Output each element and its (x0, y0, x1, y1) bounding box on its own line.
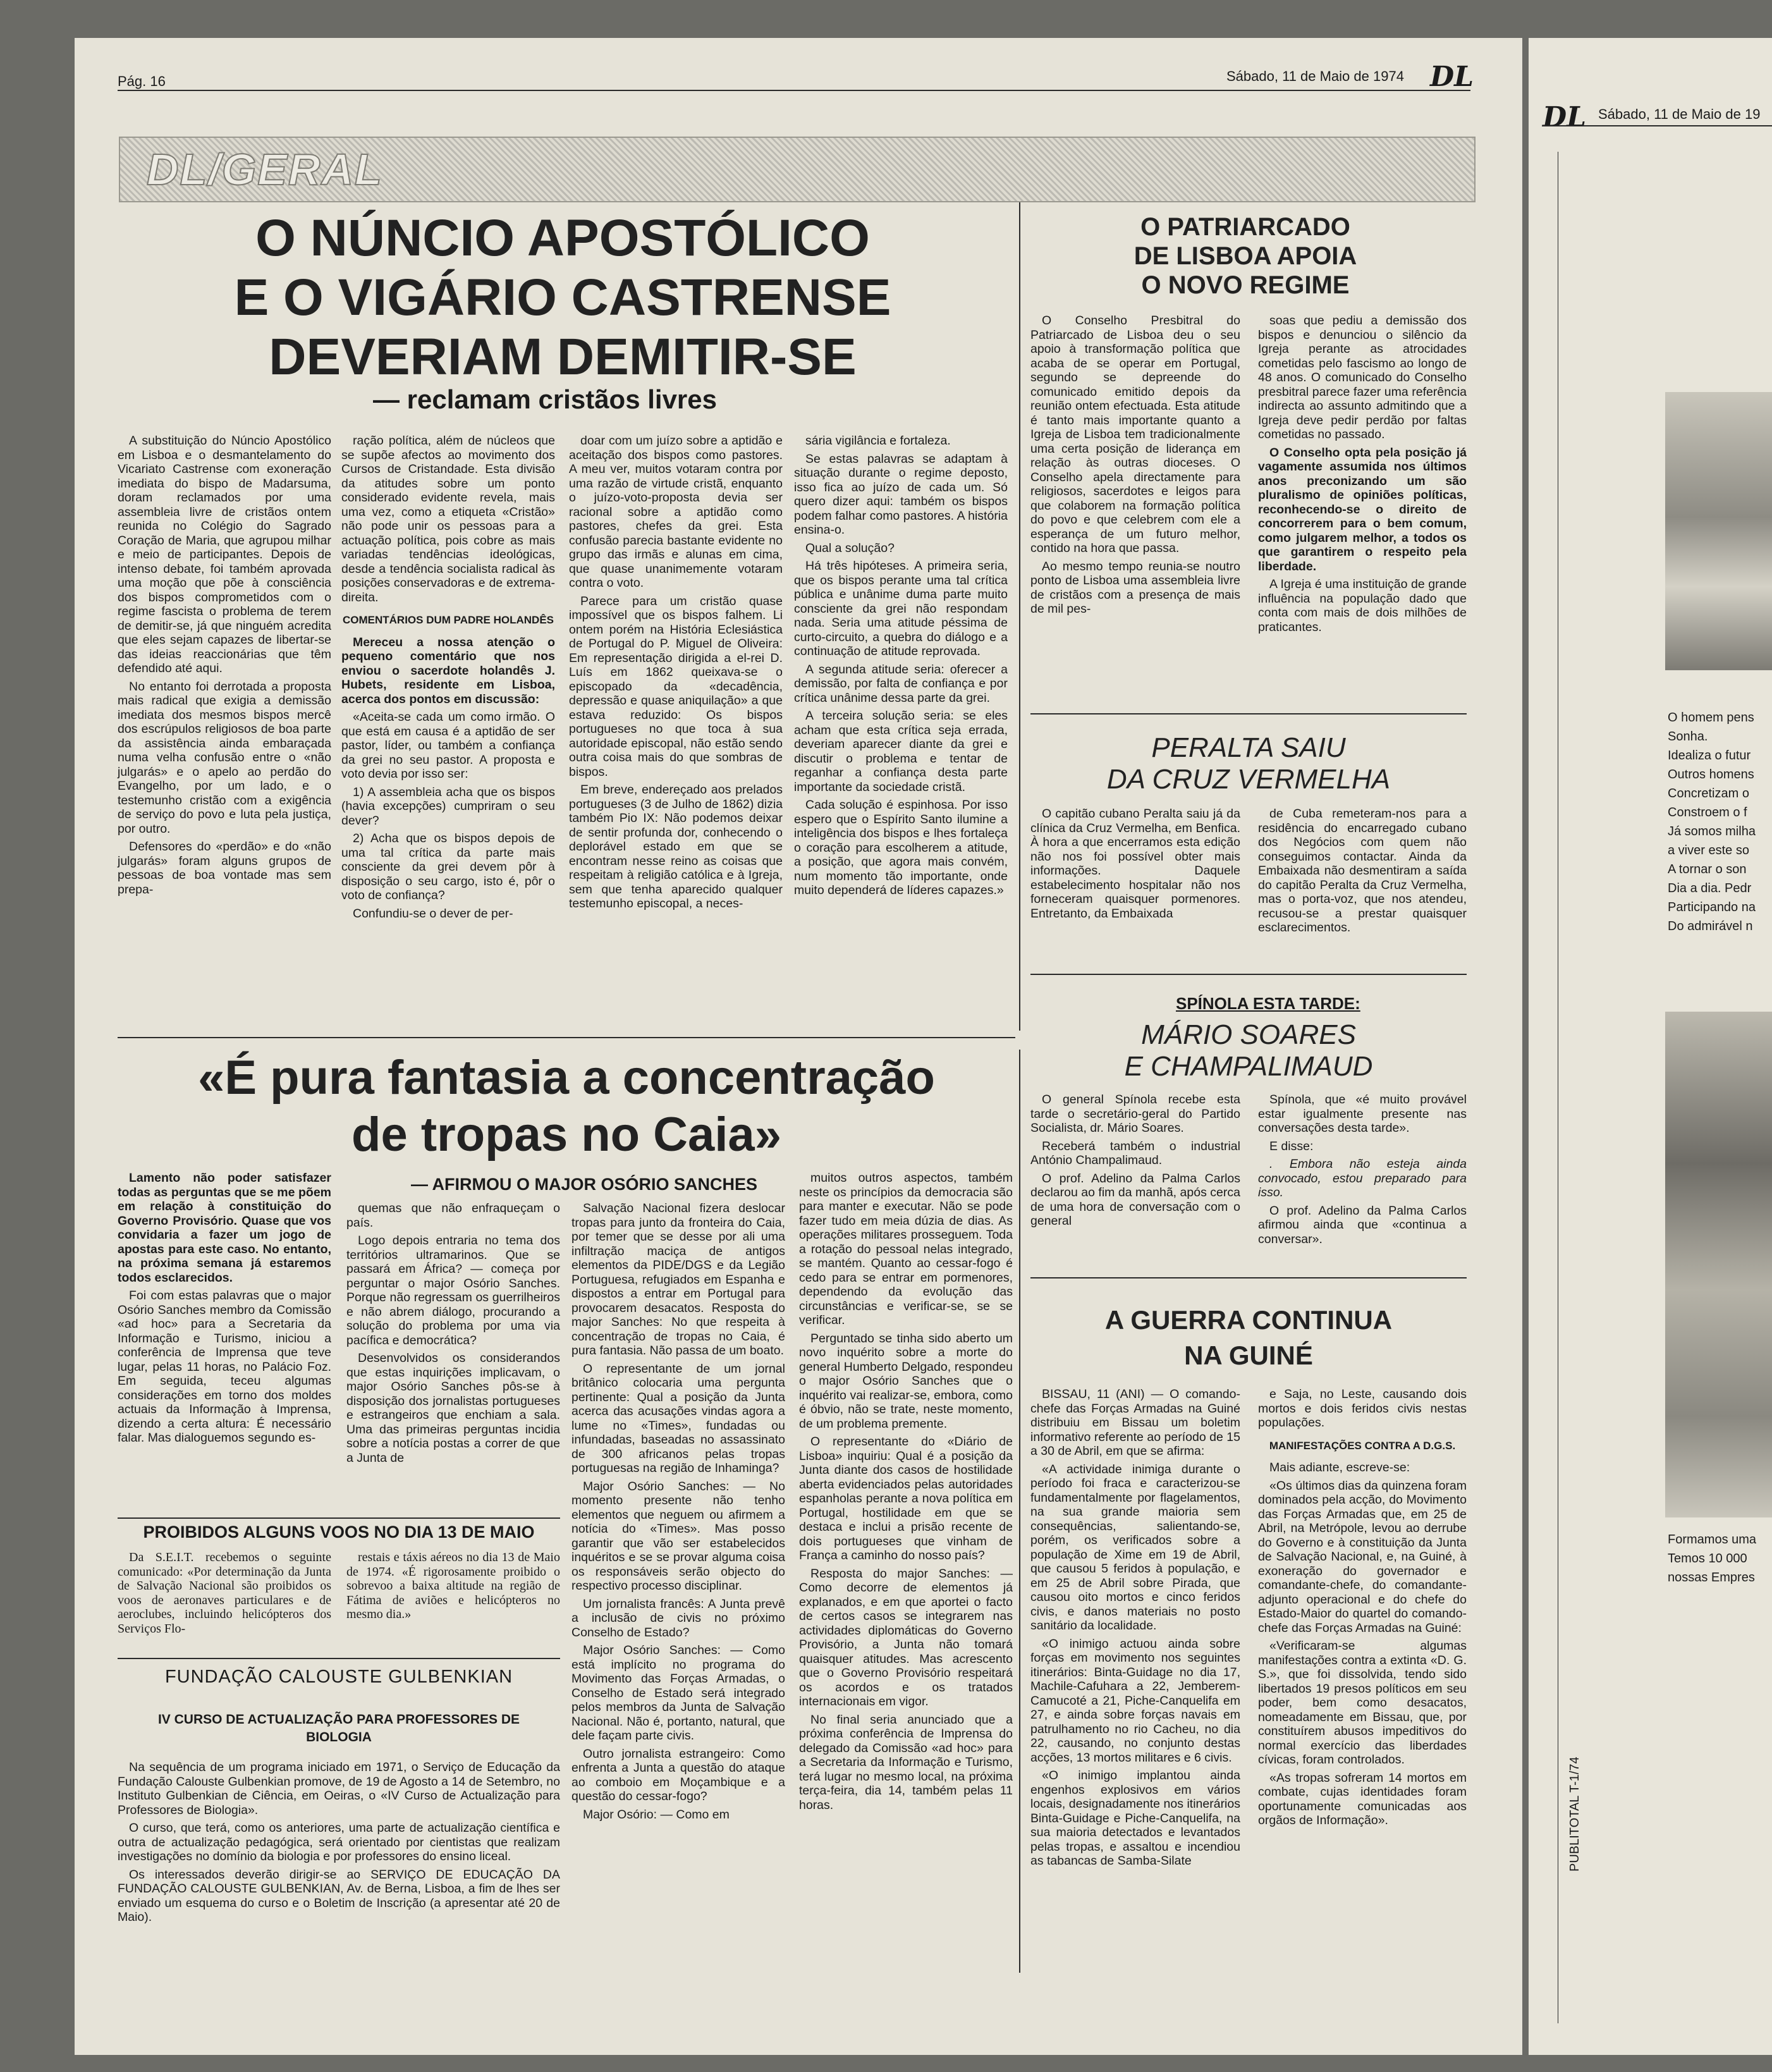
paragraph: O representante do «Diário de Lisboa» inquiriu: Qual é a posição da Junta diante dos casos de hostilidade aberta evidenciados pelas autoridades espanholas perante a nova política em Portugal, hostilidade em que se destaca e inclui a prisão recente de dois portugueses que vinham de França a caminho do nosso país? (799, 1435, 1013, 1562)
ad-line: Do admirável n (1668, 919, 1753, 933)
guine-headline (1030, 1303, 1467, 1373)
paragraph: O prof. Adelino da Palma Carlos declarou ao fim da manhã, após cerca de uma hora de conversação com o general (1030, 1171, 1240, 1228)
paragraph: Receberá também o industrial António Champalimaud. (1030, 1139, 1240, 1167)
paragraph: doar com um juízo sobre a aptidão e aceitação dos bispos como pastores. A meu ver, muitos votaram contra por uma razão de virtude cristã, enquanto o juízo-voto-proposta devia ser racional sobre a aptidão como pastores, chefes da grei. Esta confusão parecia bastante evidente no grupo das irmãs e alunas em cima, que quase unanimemente votaram contra o voto. (569, 434, 783, 590)
paragraph: Major Osório Sanches: — Como está implícito no programa do Movimento das Forças Armadas, o Conselho de Estado será integrado pelos membros da Junta de Salvação Nacional. Não é, portanto, natural, que dele façam parte civis. (571, 1643, 785, 1743)
header-date: Sábado, 11 de Maio de 1974 (1226, 68, 1404, 84)
guine-col-1 (1030, 1387, 1240, 1872)
paragraph: Major Osório Sanches: — No momento presente não tenho elementos que neguem ou afirmem a notícia do «Times». Mas posso garantir que vão ser estabelecidos inquéritos e se se provar alguma coisa os responsáveis serão objecto do respectivo processo disciplinar. (571, 1479, 785, 1593)
section-rule (1030, 1277, 1467, 1278)
nuncio-headline (120, 209, 1005, 387)
paragraph: Foi com estas palavras que o major Osório Sanches membro da Comissão «ad hoc» para a Secretaria da Informação e Turismo, iniciou a conferência de Imprensa que teve lugar, pelas 11 horas, no Palácio Foz. Em seguida, teceu algumas considerações em torno dos moldes actuais da Informação à Imprensa, dizendo a certa altura: É necessário falar. Mas dialoguemos segundo es- (118, 1289, 331, 1445)
headline-line: O NÚNCIO APOSTÓLICO (255, 209, 870, 267)
voos-col-1 (118, 1550, 331, 1640)
paragraph: Logo depois entraria no tema dos territórios ultramarinos. Que se passará em África? — começa por perguntar o major Osório Sanches. Porque não regressam os guerrilheiros e não abrem diálogo, procurando a solução do problema por uma via pacífica e democrática? (346, 1234, 560, 1347)
section-rule (1030, 974, 1467, 975)
paragraph: muitos outros aspectos, também neste os princípios da democracia são para manter e executar. Não se pode fazer tudo em meia dúzia de dias. As operações militares prosseguem. Toda a rotação do pessoal nelas integrado, se mantém. Quanto ao cessar-fogo é cedo para se entrar em pormenores, dependendo da evolução das circunstâncias e verificar-se, se se verificar. (799, 1171, 1013, 1327)
ad-line: Dia a dia. Pedr (1668, 881, 1752, 895)
headline-line: O PATRIARCADO (1140, 213, 1350, 241)
paragraph: A terceira solução seria: se eles acham que esta crítica seja errada, deveriam aparecer diante da grei e discutir o problema e tentar de reganhar a confiança desta parte importante da sociedade cristã. (794, 709, 1008, 794)
headline-line: E O VIGÁRIO CASTRENSE (234, 269, 891, 326)
paragraph: E disse: (1269, 1139, 1314, 1153)
ad-line: A tornar o son (1668, 862, 1747, 876)
ad-line: Temos 10 000 (1668, 1552, 1747, 1566)
gulbenkian-subtitle: IV CURSO DE ACTUALIZAÇÃO PARA PROFESSORES DE BIOLOGIA (157, 1712, 520, 1744)
paragraph: 1) A assembleia acha que os bispos (havia excepções) cumpriram o seu dever? (341, 785, 555, 828)
nuncio-col-2 (341, 434, 555, 924)
paragraph: Salvação Nacional fizera deslocar tropas para junto da fronteira do Caia, por temer que se desse por ali uma infiltração maciça de antigos elementos da PIDE/DGS e da Legião Portuguesa, refugiados em Espanha e dispostos a entrar em Portugal para provocarem desacatos. Resposta do major Sanches: No que respeita à concentração de tropas no Caia, é pura fantasia. Não passa de um boato. (571, 1201, 785, 1358)
advertisement-text (1668, 708, 1772, 936)
paragraph: O Conselho opta pela posição já vagamente assumida nos últimos anos preconizando um são pluralismo de opiniões políticas, reconhecendo-se o direito de concorrerem para o bem comum, como julgarem melhor, a todos os que garantirem o respeito pela liberdade. (1258, 445, 1467, 573)
paragraph: «Verificaram-se algumas manifestações contra a extinta «D. G. S.», que foi dissolvida, tendo sido libertados 19 presos políticos em seu poder, bem como desacatos, nomeadamente em Bissau, que, por constituírem abusos impeditivos do normal exercício das liberdades cívicas, foram controlados. (1258, 1639, 1467, 1767)
paragraph: Um jornalista francês: A Junta prevê a inclusão de civis no próximo Conselho de Estado? (571, 1597, 785, 1640)
section-rule (1030, 713, 1467, 714)
section-rule (118, 1037, 1015, 1038)
paragraph: de Cuba remeteram-nos para a residência do encarregado cubano dos Negócios com quem não conseguimos contactar. Ainda da Embaixada não desmentiram a saída do capitão Peralta da Cruz Vermelha, mas o porta-voz, que nos atendeu, recusou-se a prestar quaisquer esclarecimentos. (1258, 807, 1467, 935)
section-rule (118, 1658, 560, 1659)
ad-line: Concretizam o (1668, 787, 1749, 800)
paragraph: quemas que não enfraqueçam o país. (346, 1201, 560, 1230)
patriarcado-col-2 (1258, 314, 1467, 638)
gulbenkian-headline: FUNDAÇÃO CALOUSTE GULBENKIAN (164, 1667, 513, 1687)
headline-line: PERALTA SAIU (1151, 732, 1346, 763)
dl-logo: DL (1430, 61, 1474, 93)
paragraph: A segunda atitude seria: oferecer a demissão, por falta de confiança e por crítica unânime dessa parte da grei. (794, 662, 1008, 705)
paragraph: Defensores do «perdão» e do «não julgarás» foram alguns grupos de pessoas de boa vontade mas sem prepa- (118, 840, 331, 897)
right-header-rule (1543, 125, 1772, 126)
paragraph: e Saja, no Leste, causando dois mortos e dois feridos civis nestas populações. (1258, 1387, 1467, 1430)
paragraph: O Conselho Presbitral do Patriarcado de Lisboa deu o seu apoio à transformação política que acaba de se operar em Portugal, segundo se depreende do comunicado emitido depois da reunião ontem efectuada. Esta atitude é tanto mais importante quanto a Igreja de Lisboa tem tradicionalmente uma certa posição de liderança em relação às outras dioceses. O Conselho apela directamente para religiosos, sacerdotes e leigos para que colaborem na formação política do povo e que celebrem com ele a esperança de um futuro melhor, contido na hora que passa. (1030, 314, 1240, 555)
paragraph: A substituição do Núncio Apostólico em Lisboa e o desmantelamento do Vicariato Castrense com exoneração imediata do bispo de Madarsuma, doram reclamados por uma assembleia livre de cristãos ontem reunida no Colégio do Sagrado Coração de Maria, que agrupou milhar e meio de participantes. Depois de intenso debate, foi também aprovada uma moção que põe à consciência dos bispos comprometidos com o regime fascista o problema de terem de demitir-se, já que ninguém acredita que eles sejam capazes de libertar-se das ideias reaccionárias que têm defendido até aqui. (118, 434, 331, 675)
ad-line: Idealiza o futur (1668, 749, 1751, 763)
paragraph: «Aceita-se cada um como irmão. O que está em causa é a aptidão de ser pastor, líder, ou também a confiança da grei no seu pastor. A proposta e voto devia por isso ser: (341, 710, 555, 781)
peralta-headline (1030, 732, 1467, 795)
caia-col-4 (799, 1171, 1013, 1816)
paragraph: sária vigilância e fortaleza. (805, 434, 951, 448)
caia-col-3 (571, 1201, 785, 1825)
ad-line: Formamos uma (1668, 1533, 1757, 1547)
headline-line: O NOVO REGIME (1141, 271, 1350, 299)
nuncio-subtitle: — reclamam cristãos livres (373, 384, 717, 414)
paragraph-bold: Lamento não poder satisfazer todas as perguntas que se me põem em relação à constituição do Governo Provisório. Quase que vos convidaria a fazer um jogo de apostas para este caso. No entanto, na próxima semana já estaremos todos esclarecidos. (118, 1171, 331, 1285)
ad-line: O homem pens (1668, 711, 1754, 725)
paragraph: 2) Acha que os bispos depois de uma tal crítica da parte mais consciente da grei devem pôr à disposição o seu cargo, isto é, pôr o voto de confiança? (341, 831, 555, 902)
headline-line: NA GUINÉ (1184, 1340, 1313, 1370)
paragraph: «Os últimos dias da quinzena foram dominados pela acção, do Movimento das Forças Armadas que, em 25 de Abril, na Metrópole, levou ao derrube do Governo e à constituição da Junta de Salvação Nacional, e, na Guiné, à exoneração do governador e comandante-chefe, do comandante-adjunto operacional e do chefe do Estado-Maior do quartel do comando-chefe das Forças Armadas na Guiné: (1258, 1478, 1467, 1635)
subheading: COMENTÁRIOS DUM PADRE HOLANDÊS (342, 614, 554, 626)
advertisement-photo-machinery (1665, 1012, 1772, 1517)
paragraph: «A actividade inimiga durante o período foi fraca e caracterizou-se fundamentalmente por flagelamentos, na sua grande maioria sem consequências, salientando-se, porém, os verificados sobre a população de Xime em 19 de Abril, que causou 5 feridos à população, e em 25 de Abril sobre Pirada, que causou oito mortos e cinco feridos civis, e danos materiais no posto sanitário da localidade. (1030, 1462, 1240, 1633)
column-rule (1019, 202, 1020, 1031)
spinola-col-1 (1030, 1093, 1240, 1232)
headline-line: MÁRIO SOARES (1141, 1019, 1356, 1050)
paragraph: O curso, que terá, como os anteriores, uma parte de actualização científica e outra de actualização pedagógica, será orientado por cientistas que realizam investigações no domínio da biologia e por professores do ensino liceal. (118, 1821, 560, 1863)
headline-line: E CHAMPALIMAUD (1124, 1051, 1373, 1082)
caia-headline (118, 1050, 1015, 1163)
paragraph: «As tropas sofreram 14 mortos em combate, cujas identidades foram oportunamente comunicadas aos orgãos de Informação». (1258, 1770, 1467, 1827)
nuncio-col-4 (794, 434, 1008, 902)
paragraph: Em breve, endereçado aos prelados portugueses (3 de Julho de 1862) dizia também Pio IX: Não podemos deixar de sentir profunda dor, conhecendo o deplorável estado em que se encontram nesse reino as coisas que respeitam à religião católica e à Igreja, sem que tenha aparecido qualquer testemunho episcopal, a neces- (569, 783, 783, 910)
caia-col-1 (118, 1171, 331, 1449)
headline-line: DEVERIAM DEMITIR-SE (269, 328, 857, 386)
section-band (119, 137, 1476, 202)
headline-line: de tropas no Caia» (351, 1108, 781, 1162)
paragraph: Parece para um cristão quase impossível que os bispos falhem. Li ontem porém na História Eclesiástica de Portugal do P. Miguel de Oliveira: Em representação dirigida a el-rei D. Luís em 1862 queixava-se o episcopado da «decadência, depressão e quase aniquilação» a que estava reduzido: Os bispos portugueses no que toca à sua autoridade episcopal, não estão sendo outra coisa mais do que sombras de bispos. (569, 594, 783, 779)
paragraph: Os interessados deverão dirigir-se ao SERVIÇO DE EDUCAÇÃO DA FUNDAÇÃO CALOUSTE GULBENKIAN, Av. de Berna, Lisboa, a fim de lhes ser enviado um esquema do curso e o Boletim de Inscrição (a apresentar até 20 de Maio). (118, 1867, 560, 1924)
ad-line: a viver este so (1668, 843, 1749, 857)
paragraph: soas que pediu a demissão dos bispos e denunciou o silêncio da Igreja perante as atrocidades cometidas pelo fascismo ao longo de 48 anos. O comunicado do Conselho presbitral parece fazer uma referência indirecta ao assunto admitindo que a Igreja deve pedir perdão por faltas cometidas no passado. (1258, 314, 1467, 441)
spinola-col-2 (1258, 1093, 1467, 1250)
paragraph: No entanto foi derrotada a proposta mais radical que exigia a demissão imediata dos mesmos bispos mercê dos escrúpulos religiosos de boa parte da assistência ainda embaraçada numa velha confusão entre o «não julgarás» e o apelo ao perdão do Evangelho, por um lado, e o testemunho cristão com a exigência de serviço do povo e luta pela justiça, por outro. (118, 679, 331, 836)
caia-byline: — AFIRMOU O MAJOR OSÓRIO SANCHES (411, 1175, 758, 1194)
spinola-headline (1030, 1019, 1467, 1082)
ad-line: Já somos milha (1668, 825, 1756, 838)
paragraph: Cada solução é espinhosa. Por isso espero que o Espírito Santo ilumine a inteligência dos bispos e lhes fortaleça o coração para escolherem a atitude, a posição, que agora mais convém, num momento tão importante, onde muito dependerá de líderes capazes.» (794, 798, 1008, 897)
paragraph: Resposta do major Sanches: — Como decorre de elementos já explanados, e em que aportei o facto de certos casos se integrarem nas actividades diplomáticas do Governo Provisório, a Junta não tomará quaisquer atitudes. Mas acrescento que o Governo Provisório respeitará os acordos e os tratados internacionais em vigor. (799, 1566, 1013, 1708)
headline-line: A GUERRA CONTINUA (1104, 1305, 1393, 1335)
section-rule (118, 1517, 560, 1519)
guine-col-2 (1258, 1387, 1467, 1832)
patriarcado-headline (1030, 212, 1460, 300)
paragraph: No final seria anunciado que a próxima conferência de Imprensa do delegado da Comissão «ad hoc» para a Secretaria da Informação e Turismo, terá lugar no mesmo local, na próxima terça-feira, dia 14, também pelas 11 horas. (799, 1712, 1013, 1812)
paragraph: ração política, além de núcleos que se supõe afectos ao movimento dos Cursos de Cristandade. Esta divisão da atitudes sobre um ponto considerado evidente revela, mais uma vez, como a etiqueta «Cristão» não pode unir os pessoas para a actuação política, pois cobre as mais variadas tendências ideológicas, desde a tendência socialista radical às posições conservadoras e de extrema-direita. (341, 434, 555, 604)
paragraph: Perguntado se tinha sido aberto um novo inquérito sobre a morte do general Humberto Delgado, respondeu o major Osório Sanches que o inquérito vai realizar-se, embora, como é óbvio, não se trate, neste momento, de um problema premente. (799, 1331, 1013, 1431)
voos-headline: PROIBIDOS ALGUNS VOOS NO DIA 13 DE MAIO (143, 1523, 535, 1542)
ad-line: Outros homens (1668, 768, 1754, 782)
paragraph: Qual a solução? (805, 541, 895, 555)
ad-line: nossas Empres (1668, 1571, 1755, 1585)
paragraph: Confundiu-se o dever de per- (353, 906, 513, 921)
paragraph-bold: Mereceu a nossa atenção o pequeno comentário que nos enviou o sacerdote holandês J. Hubets, residente em Lisboa, acerca dos pontos em discussão: (341, 635, 555, 706)
peralta-col-2 (1258, 807, 1467, 939)
subheading: MANIFESTAÇÕES CONTRA A D.G.S. (1269, 1439, 1456, 1452)
paragraph: Se estas palavras se adaptam à situação durante o regime deposto, isso fica ao juízo de cada um. Só quero dizer aqui: também os bispos podem falhar como pastores. A história ensina-o. (794, 451, 1008, 537)
paragraph: O prof. Adelino da Palma Carlos afirmou ainda que «continua a conversar». (1258, 1203, 1467, 1246)
peralta-col-1 (1030, 807, 1240, 924)
paragraph: Há três hipóteses. A primeira seria, que os bispos perante uma tal crítica pública e unânime duma parte muito consciente da grei não respondam nada. Seria uma atitude péssima de curto-circuito, a quebra do diálogo e a continuação de atitude reprovada. (794, 559, 1008, 658)
nuncio-col-1 (118, 434, 331, 900)
spinola-kicker: SPÍNOLA ESTA TARDE: (1176, 994, 1360, 1013)
ad-line: Participando na (1668, 900, 1756, 914)
paragraph: Desenvolvidos os considerandos que estas inquirições implicavam, o major Osório Sanches pôs-se à disposição dos jornalistas portugueses e estrangeiros que enchiam a sala. Uma das primeiras perguntas incidia sobre a notícia postas a correr de que a Junta de (346, 1351, 560, 1465)
caia-col-2 (346, 1201, 560, 1469)
paragraph-italic: . Embora não esteja ainda convocado, estou preparado para isso. (1258, 1157, 1467, 1199)
paragraph: Major Osório: — Como em (583, 1807, 730, 1822)
column-rule (1019, 1050, 1020, 1973)
paragraph: A Igreja é uma instituição de grande influência na população dado que conta com mais de dois milhões de praticantes. (1258, 577, 1467, 634)
paragraph: «O inimigo implantou ainda engenhos explosivos em vários locais, designadamente nos itinerários Binta-Guidage e Piche-Canquelifa, na sua maioria detectados e levantados pelas tropas, e assaltou e incendiou as tabancas de Samba-Silate (1030, 1769, 1240, 1868)
headline-line: DE LISBOA APOIA (1133, 242, 1357, 270)
publitotal-credit: PUBLITOTAL T-1/74 (1568, 1756, 1582, 1872)
ad-line: Sonha. (1668, 730, 1708, 744)
paragraph: O general Spínola recebe esta tarde o secretário-geral do Partido Socialista, dr. Mário Soares. (1030, 1093, 1240, 1135)
paragraph: Na sequência de um programa iniciado em 1971, o Serviço de Educação da Fundação Calouste Gulbenkian promove, de 19 de Agosto a 14 de Setembro, no Instituto Gulbenkian de Ciência, em Oeiras, o «IV Curso de Actualização para Professores de Biologia». (118, 1760, 560, 1817)
voos-col-2 (346, 1550, 560, 1626)
advertisement-photo-building (1665, 392, 1772, 670)
nuncio-col-3 (569, 434, 783, 915)
paragraph: BISSAU, 11 (ANI) — O comando-chefe das Forças Armadas na Guiné distribuiu em Bissau um boletim informativo referente ao período de 15 a 30 de Abril, em que se afirma: (1030, 1387, 1240, 1458)
paragraph: Mais adiante, escreve-se: (1269, 1461, 1410, 1474)
paragraph: restais e táxis aéreos no dia 13 de Maio de 1974. «É rigorosamente proibido o sobrevoo a baixa altitude na região de Fátima de aviões e helicópteros no mesmo dia.» (346, 1550, 560, 1621)
paragraph: Outro jornalista estrangeiro: Como enfrenta a Junta a questão do ataque ao comboio em Moçambique e a questão do cessar-fogo? (571, 1746, 785, 1803)
headline-line: DA CRUZ VERMELHA (1106, 764, 1391, 795)
paragraph: «O inimigo actuou ainda sobre forças em movimento nos seguintes itinerários: Binta-Guidage no dia 17, Machile-Cafuhara a 22, Jemberem-Camucoté a 21, Piche-Canquelifa em 27, e ainda sobre forças navais em patrulhamento no rio Cacheu, no dia 22, causando, no conjunto destas acções, 13 mortos militares e 6 civis. (1030, 1636, 1240, 1765)
page-number: Pág. 16 (118, 73, 166, 89)
header-rule (118, 90, 1470, 91)
paragraph: O capitão cubano Peralta saiu já da clínica da Cruz Vermelha, em Benfica. À hora a que encerramos esta edição não nos foi possível obter mais informações. Daquele estabelecimento hospitalar não nos forneceram quaisquer pormenores. Entretanto, da Embaixada (1030, 807, 1240, 921)
paragraph: O representante de um jornal britânico colocaria uma pergunta pertinente: Qual a posição da Junta acerca das acusações vindas agora a lume no «Times», fundadas ou infundadas, baseadas no assassinato de 300 africanos pelas tropas portuguesas na região de Inhaminga? (571, 1361, 785, 1475)
gulbenkian-body (118, 1760, 560, 1928)
paragraph: Da S.E.I.T. recebemos o seguinte comunicado: «Por determinação da Junta de Salvação Nacional são proibidos os voos de aeronaves particulares e de aeroclubes, incluindo helicópteros dos Serviços Flo- (118, 1550, 331, 1636)
ad-line: Constroem o f (1668, 806, 1747, 819)
right-header-date: Sábado, 11 de Maio de 19 (1598, 106, 1761, 122)
paragraph: Ao mesmo tempo reunia-se noutro ponto de Lisboa uma assembleia livre de cristãos com a presença de mais de mil pes- (1030, 559, 1240, 616)
dl-logo-right: DL (1543, 101, 1587, 133)
headline-line: «É pura fantasia a concentração (198, 1051, 935, 1105)
paragraph: Spínola, que «é muito provável estar igualmente presente nas conversações desta tarde». (1258, 1093, 1467, 1135)
patriarcado-col-1 (1030, 314, 1240, 620)
section-label: DL/GERAL (147, 145, 383, 194)
advertisement-text-2 (1668, 1530, 1772, 1587)
